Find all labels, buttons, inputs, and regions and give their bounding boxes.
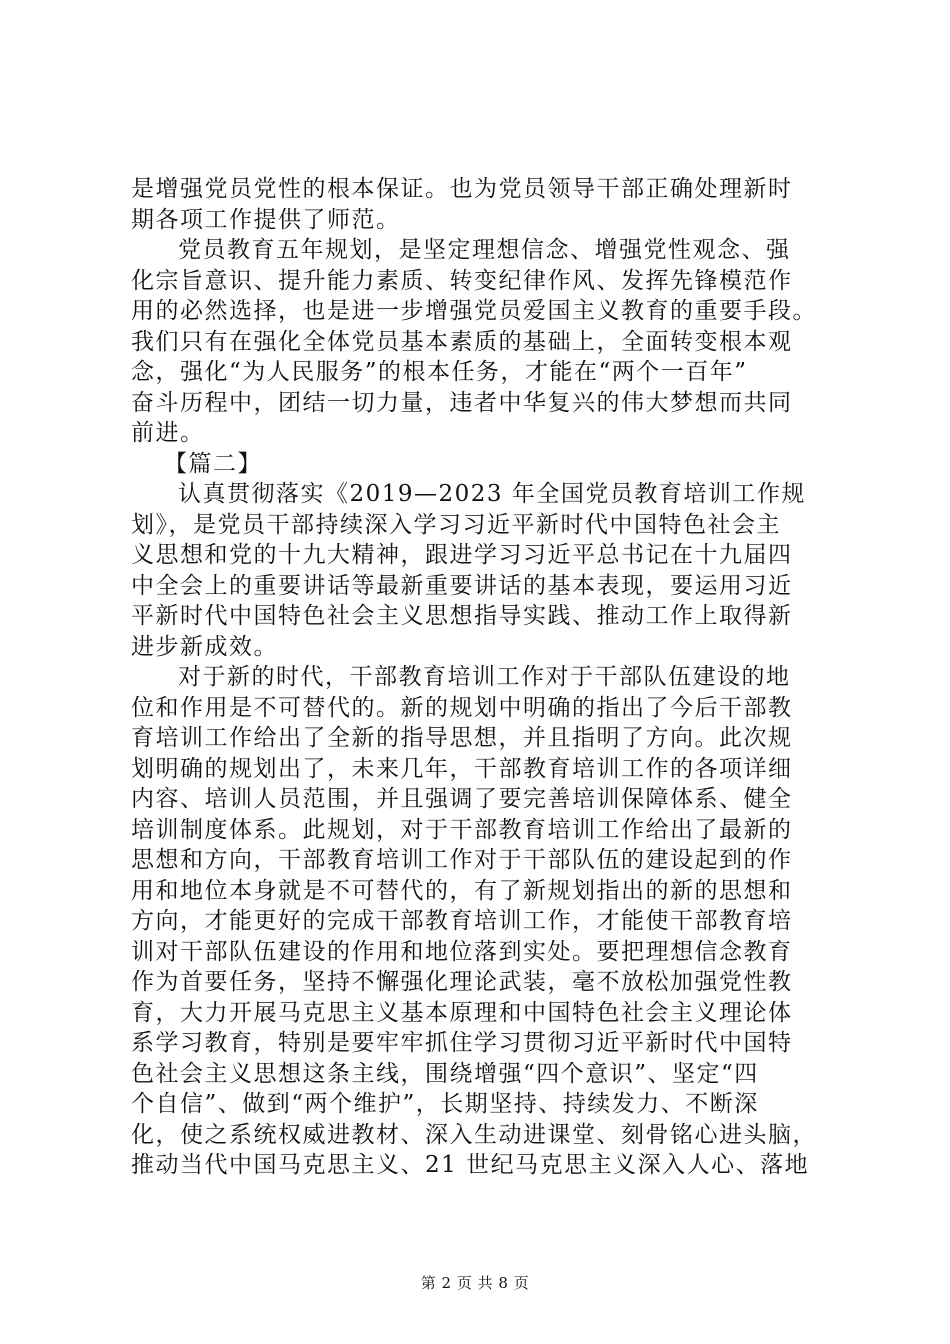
text-line: 个自信”、做到“两个维护”，长期坚持、持续发力、不断深 — [131, 1091, 759, 1117]
page-number-footer: 第 2 页 共 8 页 — [420, 1274, 530, 1292]
paragraph-start-line: 党员教育五年规划，是坚定理想信念、增强党性观念、强 — [178, 237, 791, 263]
text-line: 划》，是党员干部持续深入学习习近平新时代中国特色社会主 — [131, 511, 781, 538]
text-line: 我们只有在强化全体党员基本素质的基础上，全面转变根本观 — [131, 328, 793, 355]
text-line: 色社会主义思想这条主线，围绕增强“四个意识”、坚定“四 — [131, 1060, 759, 1087]
text-line: 平新时代中国特色社会主义思想指导实践、推动工作上取得新 — [131, 603, 793, 629]
paragraph-start-line: 认真贯彻落实《2019—2023 年全国党员教育培训工作规 — [178, 481, 806, 507]
text-line: 奋斗历程中，团结一切力量，违者中华复兴的伟大梦想而共同 — [131, 389, 793, 416]
text-line: 育，大力开展马克思主义基本原理和中国特色社会主义理论体 — [131, 999, 793, 1026]
text-line: 义思想和党的十九大精神，跟进学习习近平总书记在十九届四 — [131, 542, 793, 568]
text-line: 是增强党员党性的根本保证。也为党员领导干部正确处理新时 — [131, 176, 793, 202]
text-line: 培训制度体系。此规划，对于干部教育培训工作给出了最新的 — [131, 816, 793, 843]
paragraph-start-line: 对于新的时代，干部教育培训工作对于干部队伍建设的地 — [178, 664, 791, 690]
text-line: 思想和方向，干部教育培训工作对于干部队伍的建设起到的作 — [131, 847, 793, 873]
text-line: 位和作用是不可替代的。新的规划中明确的指出了今后干部教 — [131, 694, 793, 721]
text-line: 中全会上的重要讲话等最新重要讲话的基本表现，要运用习近 — [131, 572, 793, 599]
text-line: 化，使之系统权威进教材、深入生动进课堂、刻骨铭心进头脑， — [131, 1121, 817, 1148]
text-line: 系学习教育，特别是要牢牢抓住学习贯彻习近平新时代中国特 — [131, 1030, 793, 1056]
text-line: 训对干部队伍建设的作用和地位落到实处。要把理想信念教育 — [131, 938, 793, 965]
text-line: 划明确的规划出了，未来几年，干部教育培训工作的各项详细 — [131, 755, 793, 782]
text-line: 进步新成效。 — [131, 633, 278, 660]
text-line: 期各项工作提供了师范。 — [131, 206, 401, 233]
text-line: 前进。 — [131, 420, 205, 446]
text-line: 育培训工作给出了全新的指导思想，并且指明了方向。此次规 — [131, 725, 793, 751]
document-body — [131, 174, 831, 1181]
text-line: 用和地位本身就是不可替代的，有了新规划指出的新的思想和 — [131, 877, 793, 904]
text-line: 推动当代中国马克思主义、21 世纪马克思主义深入人心、落地 — [131, 1152, 810, 1178]
text-line: 内容、培训人员范围，并且强调了要完善培训保障体系、健全 — [131, 786, 793, 812]
section-heading: 【篇二】 — [164, 450, 262, 477]
text-line: 方向，才能更好的完成干部教育培训工作，才能使干部教育培 — [131, 908, 793, 934]
text-line: 念，强化“为人民服务”的根本任务，才能在“两个一百年” — [131, 359, 748, 385]
text-line: 化宗旨意识、提升能力素质、转变纪律作风、发挥先锋模范作 — [131, 267, 793, 294]
text-line: 用的必然选择，也是进一步增强党员爱国主义教育的重要手段。 — [131, 298, 817, 324]
text-line: 作为首要任务，坚持不懈强化理论武装，毫不放松加强党性教 — [131, 969, 793, 995]
